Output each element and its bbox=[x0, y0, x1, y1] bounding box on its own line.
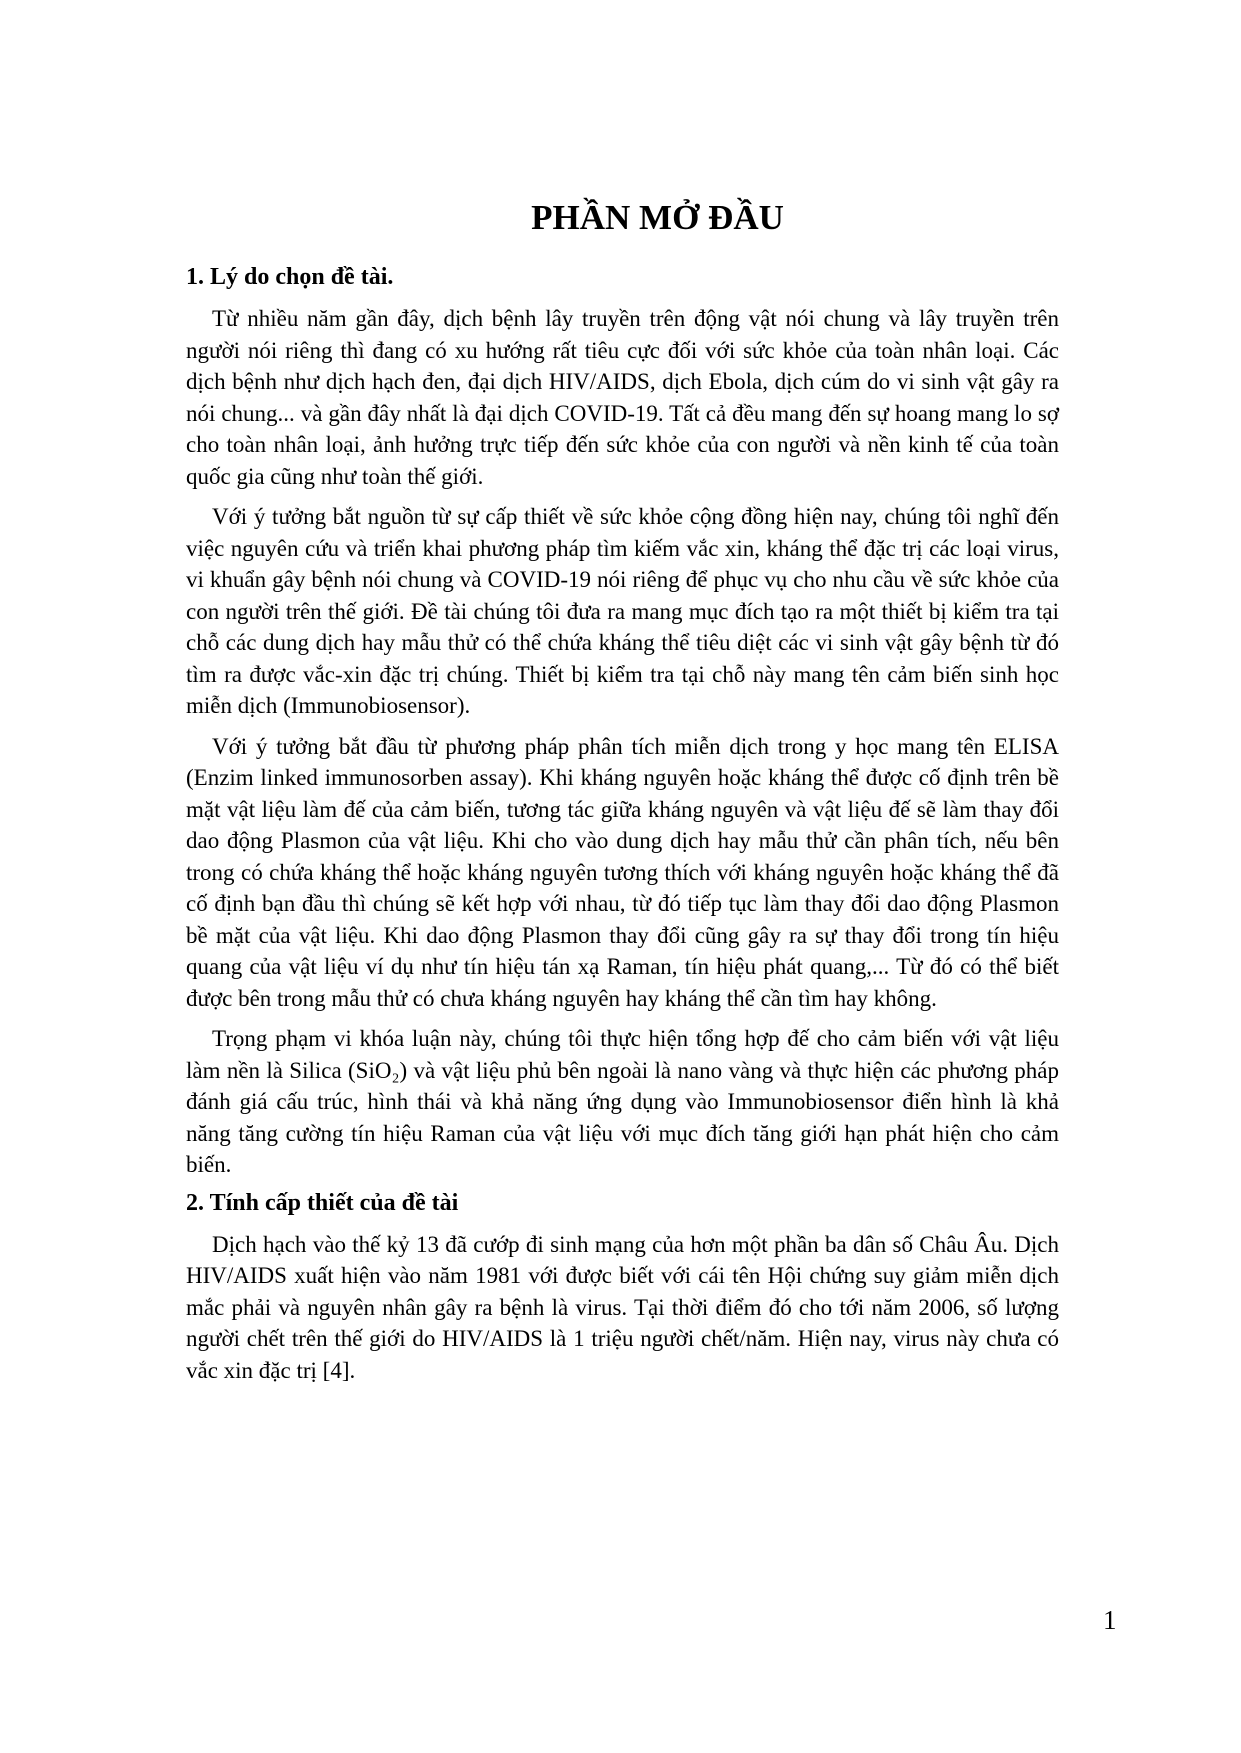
section-1-heading: 1. Lý do chọn đề tài. bbox=[186, 264, 394, 290]
paragraph-3: Với ý tưởng bắt đầu từ phương pháp phân tích miễn dịch trong y học mang tên ELISA (Enzim linked immunosorben assay). Khi kháng nguyên hoặc kháng thể được cố định trên bề mặt vật liệu làm đế của cảm biến, tương tác giữa kháng nguyên và vật liệu đế sẽ làm thay đổi dao động Plasmon của vật liệu. Khi cho vào dung dịch hay mẫu thử cần phân tích, nếu bên trong có chứa kháng thể hoặc kháng nguyên tương thích với kháng nguyên hoặc kháng thể đã cố định bạn đầu thì chúng sẽ kết hợp với nhau, từ đó tiếp tục làm thay đổi dao động Plasmon bề mặt của vật liệu. Khi dao động Plasmon thay đổi cũng gây ra sự thay đổi trong tín hiệu quang của vật liệu ví dụ như tín hiệu tán xạ Raman, tín hiệu phát quang,... Từ đó có thể biết được bên trong mẫu thử có chưa kháng nguyên hay kháng thể cần tìm hay không. bbox=[186, 733, 1059, 1011]
section-2-heading: 2. Tính cấp thiết của đề tài bbox=[186, 1189, 459, 1216]
paragraph-2: Với ý tưởng bắt nguồn từ sự cấp thiết về sức khỏe cộng đồng hiện nay, chúng tôi nghĩ đến việc nguyên cứu và triển khai phương pháp tìm kiếm vắc xin, kháng thể đặc trị các loại virus, vi khuẩn gây bệnh nói chung và COVID-19 nói riêng để phục vụ cho nhu cầu về sức khỏe của con người trên thế giới. Đề tài chúng tôi đưa ra mang mục đích tạo ra một thiết bị kiểm tra tại chỗ các dung dịch hay mẫu thử có thể chứa kháng thể tiêu diệt các vi sinh vật gây bệnh từ đó tìm ra được vắc-xin đặc trị chúng. Thiết bị kiểm tra tại chỗ này mang tên cảm biến sinh học miễn dịch (Immunobiosensor). bbox=[186, 504, 1059, 718]
paragraph-4: Trọng phạm vi khóa luận này, chúng tôi thực hiện tổng hợp đế cho cảm biến với vật liệu làm nền là Silica (SiO₂) và vật liệu phủ bên ngoài là nano vàng và thực hiện các phương pháp đánh giá cấu trúc, hình thái và khả năng ứng dụng vào Immunobiosensor điển hình là khả năng tăng cường tín hiệu Raman của vật liệu với mục đích tăng giới hạn phát hiện cho cảm biến. bbox=[186, 1026, 1059, 1177]
paragraph-1: Từ nhiều năm gần đây, dịch bệnh lây truyền trên động vật nói chung và lây truyền trên người nói riêng thì đang có xu hướng rất tiêu cực đối với sức khỏe của toàn nhân loại. Các dịch bệnh như dịch hạch đen, đại dịch HIV/AIDS, dịch Ebola, dịch cúm do vi sinh vật gây ra nói chung... và gần đây nhất là đại dịch COVID-19. Tất cả đều mang đến sự hoang mang lo sợ cho toàn nhân loại, ảnh hưởng trực tiếp đến sức khỏe của con người và nền kinh tế của toàn quốc gia cũng như toàn thế giới. bbox=[186, 306, 1059, 489]
paragraph-5: Dịch hạch vào thế kỷ 13 đã cướp đi sinh mạng của hơn một phần ba dân số Châu Âu. Dịch HIV/AIDS xuất hiện vào năm 1981 với được biết với cái tên Hội chứng suy giảm miễn dịch mắc phải và nguyên nhân gây ra bệnh là virus. Tại thời điểm đó cho tới năm 2006, số lượng người chết trên thế giới do HIV/AIDS là 1 triệu người chết/năm. Hiện nay, virus này chưa có vắc xin đặc trị [4]. bbox=[186, 1231, 1059, 1383]
document-title: PHẦN MỞ ĐẦU bbox=[531, 198, 784, 237]
page-number: 1 bbox=[1103, 1605, 1117, 1635]
text-block bbox=[186, 198, 1059, 1395]
